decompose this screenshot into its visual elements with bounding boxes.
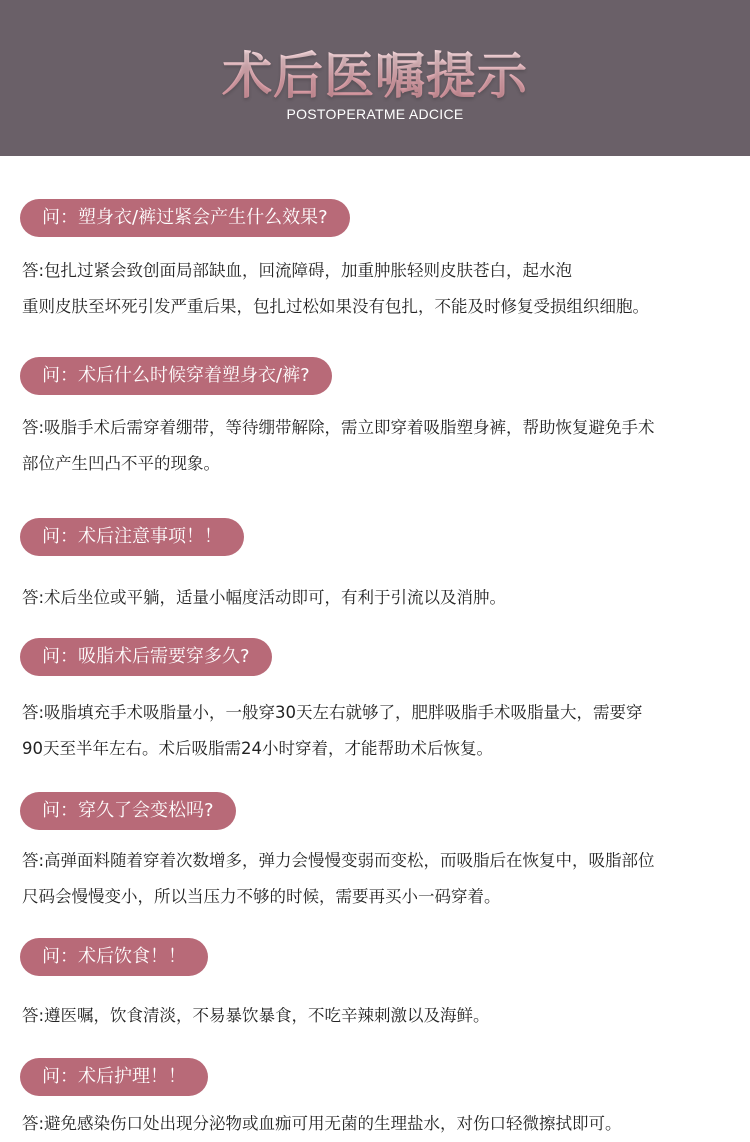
page-title: 术后医嘱提示 [0,44,750,108]
answer-line: 90天至半年左右。术后吸脂需24小时穿着，才能帮助术后恢复。 [22,739,493,758]
question-pill-4: 问：吸脂术后需要穿多久? [20,638,272,676]
question-pill-6: 问：术后饮食！！ [20,938,208,976]
answer-line: 尺码会慢慢变小，所以当压力不够的时候，需要再买小一码穿着。 [22,887,501,906]
answer-line: 答:术后坐位或平躺，适量小幅度活动即可，有利于引流以及消肿。 [22,588,507,607]
answer-line: 答:避免感染伤口处出现分泌物或血痂可用无菌的生理盐水，对伤口轻微擦拭即可。 [22,1114,622,1133]
answer-line: 答:包扎过紧会致创面局部缺血，回流障碍，加重肿胀轻则皮肤苍白，起水泡 [22,261,573,280]
answer-block-4 [22,695,734,767]
answer-block-2 [22,410,734,482]
answer-block-6 [22,998,734,1034]
answer-block-1 [22,253,734,325]
question-pill-2: 问：术后什么时候穿着塑身衣/裤? [20,357,332,395]
answer-block-3 [22,580,734,616]
answer-line: 部位产生凹凸不平的现象。 [22,454,220,473]
answer-block-5 [22,843,734,915]
page-subtitle: POSTOPERATME ADCICE [286,106,464,122]
question-pill-1: 问：塑身衣/裤过紧会产生什么效果? [20,199,350,237]
header-banner [0,0,750,156]
answer-block-7 [22,1106,734,1142]
answer-line: 答:高弹面料随着穿着次数增多，弹力会慢慢变弱而变松，而吸脂后在恢复中，吸脂部位 [22,851,655,870]
answer-line: 答:吸脂手术后需穿着绷带，等待绷带解除，需立即穿着吸脂塑身裤，帮助恢复避免手术 [22,418,655,437]
answer-line: 答:遵医嘱，饮食清淡，不易暴饮暴食，不吃辛辣刺激以及海鲜。 [22,1006,490,1025]
answer-line: 重则皮肤至坏死引发严重后果，包扎过松如果没有包扎，不能及时修复受损组织细胞。 [22,297,649,316]
question-pill-7: 问：术后护理！！ [20,1058,208,1096]
question-pill-3: 问：术后注意事项！！ [20,518,244,556]
answer-line: 答:吸脂填充手术吸脂量小，一般穿30天左右就够了，肥胖吸脂手术吸脂量大，需要穿 [22,703,643,722]
question-pill-5: 问：穿久了会变松吗? [20,792,236,830]
